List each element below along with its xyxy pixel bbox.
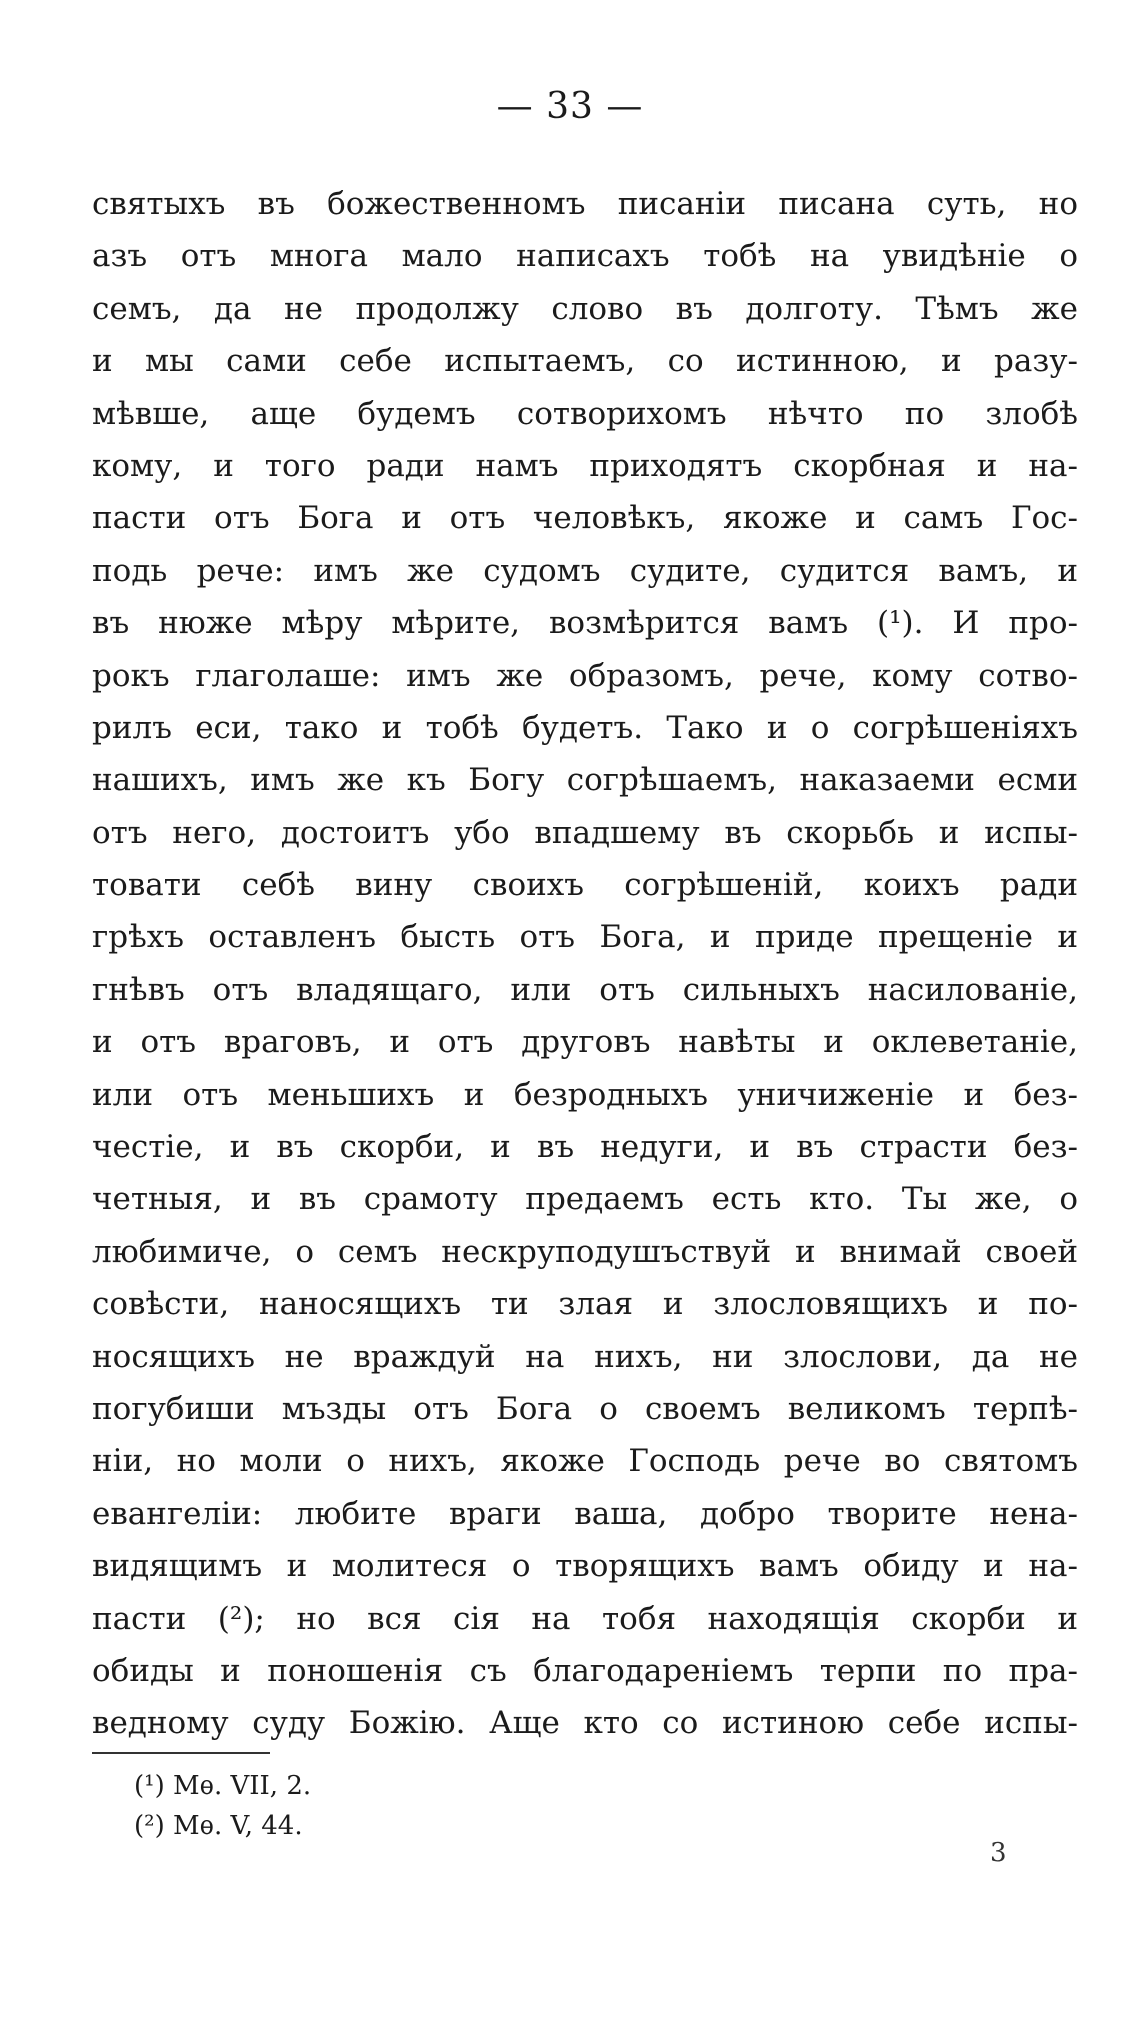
- signature-mark: 3: [990, 1838, 1007, 1868]
- text-line: честiе, и въ скорби, и въ недуги, и въ страсти без-: [92, 1129, 1078, 1166]
- text-line: совѣсти, наносящихъ ти злая и злословящихъ и по-: [92, 1286, 1078, 1323]
- text-line: ведному суду Божiю. Аще кто со истиною себе испы-: [92, 1705, 1078, 1742]
- text-line: гнѣвъ отъ владящаго, или отъ сильныхъ насилованiе,: [92, 971, 1078, 1008]
- text-line: евангелiи: любите враги ваша, добро творите нена-: [92, 1495, 1078, 1532]
- text-line: подь рече: имъ же судомъ судите, судится вамъ, и: [92, 552, 1078, 589]
- text-line: пасти (²); но вся сiя на тобя находящiя скорби и: [92, 1600, 1078, 1637]
- text-line: грѣхъ оставленъ бысть отъ Бога, и приде прещенiе и: [92, 919, 1078, 956]
- text-line: погубиши мъзды отъ Бога о своемъ великомъ терпѣ-: [92, 1390, 1078, 1427]
- text-line: и отъ враговъ, и отъ друговъ навѣты и оклеветанiе,: [92, 1024, 1078, 1061]
- body-text: [92, 178, 1078, 1750]
- text-line: рокъ глаголаше: имъ же образомъ, рече, кому сотво-: [92, 657, 1078, 694]
- text-line: отъ него, достоитъ убо впадшему въ скорьбь и испы-: [92, 814, 1078, 851]
- footnote: (²) Мѳ. V, 44.: [134, 1811, 303, 1841]
- text-line: товати себѣ вину своихъ согрѣшенiй, коихъ ради: [92, 867, 1078, 904]
- text-line: и мы сами себе испытаемъ, со истинною, и разу-: [92, 343, 1078, 380]
- text-line: пасти отъ Бога и отъ человѣкъ, якоже и самъ Гос-: [92, 500, 1078, 537]
- page-number: — 33 —: [496, 86, 644, 127]
- footnotes: [134, 1766, 311, 1846]
- text-line: нiи, но моли о нихъ, якоже Господь рече во святомъ: [92, 1443, 1078, 1480]
- text-line: видящимъ и молитеся о творящихъ вамъ обиду и на-: [92, 1548, 1078, 1585]
- text-line: любимиче, о семъ нескруподушъствуй и внимай своей: [92, 1233, 1078, 1270]
- text-line: семъ, да не продолжу слово въ долготу. Тѣмъ же: [92, 290, 1078, 327]
- text-line: кому, и того ради намъ приходятъ скорбная и на-: [92, 447, 1078, 484]
- text-line: нашихъ, имъ же къ Богу согрѣшаемъ, наказаеми есми: [92, 762, 1078, 799]
- text-line: или отъ меньшихъ и безродныхъ уничиженiе и без-: [92, 1076, 1078, 1113]
- text-line: мѣвше, аще будемъ сотворихомъ нѣчто по злобѣ: [92, 395, 1078, 432]
- text-line: рилъ еси, тако и тобѣ будетъ. Тако и о согрѣшенiяхъ: [92, 709, 1078, 746]
- text-line: обиды и поношенiя съ благодаренiемъ терпи по пра-: [92, 1652, 1078, 1689]
- text-line: азъ отъ многа мало написахъ тобѣ на увидѣнiе о: [92, 238, 1078, 275]
- footnote-divider: [92, 1752, 270, 1754]
- footnote: (¹) Мѳ. VII, 2.: [134, 1771, 312, 1801]
- text-line: носящихъ не враждуй на нихъ, ни злослови, да не: [92, 1338, 1078, 1375]
- text-line: святыхъ въ божественномъ писанiи писана суть, но: [92, 186, 1078, 222]
- text-line: четныя, и въ срамоту предаемъ есть кто. Ты же, о: [92, 1181, 1078, 1218]
- text-line: въ нюже мѣру мѣрите, возмѣрится вамъ (¹). И про-: [92, 605, 1078, 642]
